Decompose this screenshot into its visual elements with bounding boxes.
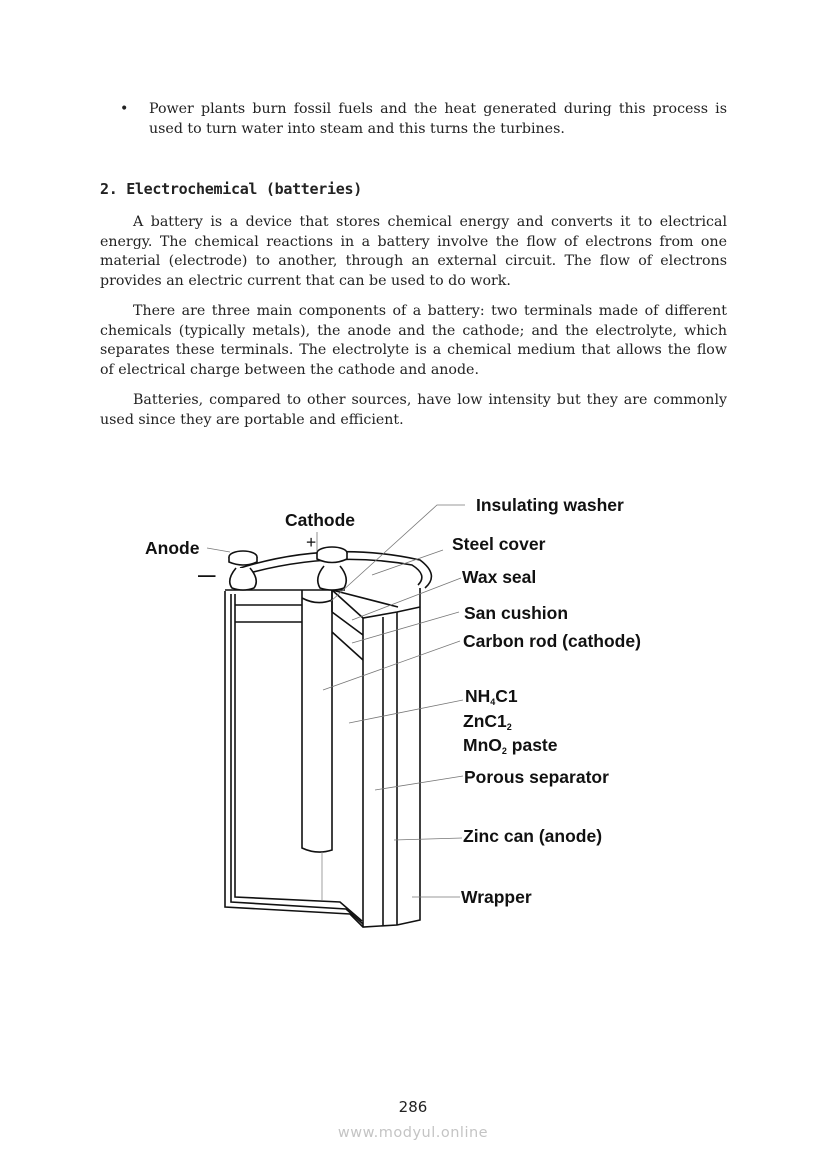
label-steel-cover: Steel cover bbox=[452, 534, 546, 554]
bullet-symbol: • bbox=[120, 101, 129, 117]
bullet-text: Power plants burn fossil fuels and the heat generated during this process is used to turn water into steam and this turns the turbines. bbox=[149, 101, 727, 137]
label-cathode: Cathode bbox=[285, 510, 355, 530]
page-number: 286 bbox=[398, 1098, 428, 1116]
zinc-can-left bbox=[231, 594, 363, 924]
label-minus: — bbox=[198, 565, 216, 585]
label-zncl2: ZnC12 bbox=[463, 711, 512, 732]
label-mno2-paste: MnO2 paste bbox=[463, 735, 558, 756]
paragraph-1: A battery is a device that stores chemical energy and converts it to electrical energy. The chemical reactions in a battery involve the flow of electrons from one material (electrode) to another, through an external circuit. The flow of electrons provides an electric current that can be used to do work. bbox=[100, 214, 727, 289]
wrapper-outline bbox=[225, 588, 420, 927]
label-nh4cl: NH4C1 bbox=[465, 686, 518, 707]
label-wax-seal: Wax seal bbox=[462, 567, 537, 587]
watermark: www.modyul.online bbox=[337, 1125, 489, 1141]
label-insulating-washer: Insulating washer bbox=[476, 495, 624, 515]
paragraph-3: Batteries, compared to other sources, have low intensity but they are commonly used since they are portable and efficient. bbox=[100, 392, 727, 428]
label-wrapper: Wrapper bbox=[461, 887, 532, 907]
label-plus: + bbox=[306, 532, 317, 552]
section-heading: 2. Electrochemical (batteries) bbox=[100, 180, 362, 198]
label-anode: Anode bbox=[145, 538, 200, 558]
paragraph-2: There are three main components of a battery: two terminals made of different chemicals (typically metals), the anode and the cathode; and the electrolyte, which separates these terminals. The electrolyte is a chemical medium that allows the flow of electrical charge between the cathode and anode. bbox=[100, 303, 727, 378]
label-zinc-can: Zinc can (anode) bbox=[463, 826, 603, 846]
label-san-cushion: San cushion bbox=[464, 603, 569, 623]
anode-terminal-icon bbox=[229, 551, 257, 590]
label-carbon-rod: Carbon rod (cathode) bbox=[463, 631, 641, 651]
label-porous-separator: Porous separator bbox=[464, 767, 609, 787]
cathode-terminal-icon bbox=[317, 547, 347, 590]
